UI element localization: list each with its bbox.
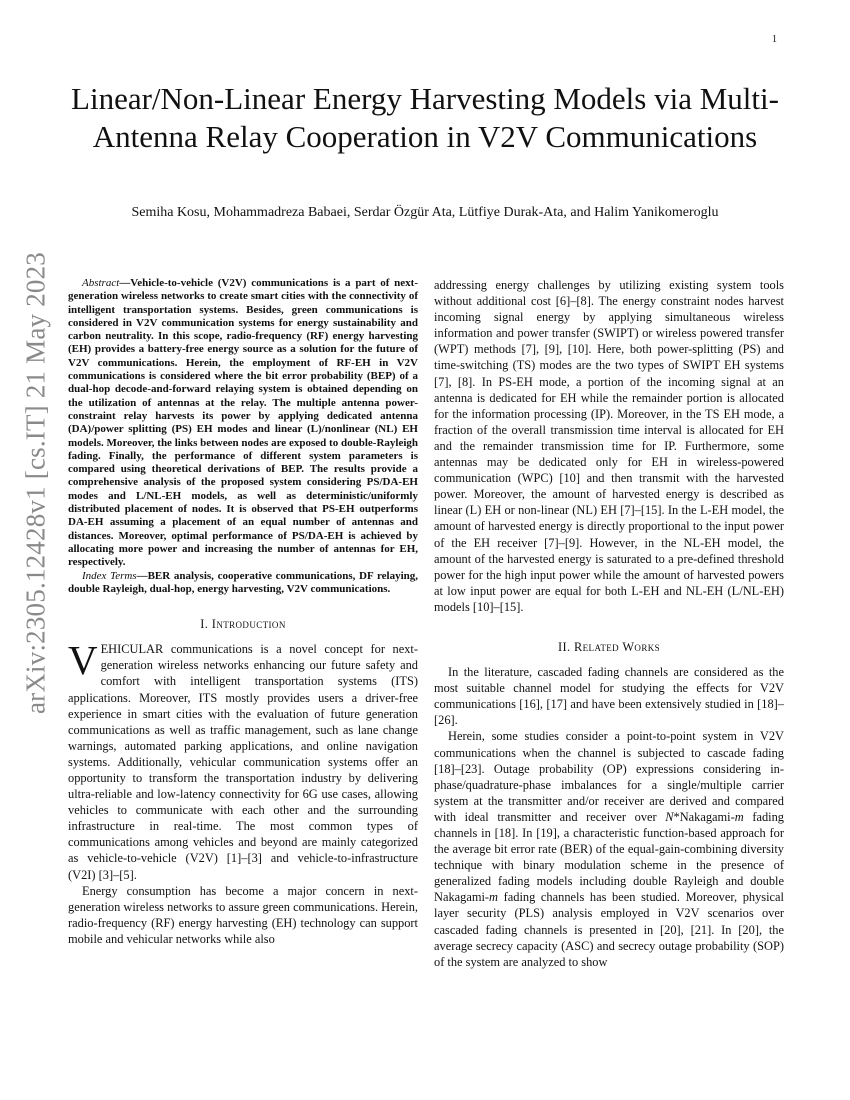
section-title: Introduction (211, 617, 286, 632)
section-title: Related Works (574, 639, 661, 654)
author-list: Semiha Kosu, Mohammadreza Babaei, Serdar Özgür Ata, Lütfiye Durak-Ata, and Halim Yanikomeroglu (131, 205, 719, 220)
index-terms (68, 570, 418, 597)
abstract (68, 277, 418, 570)
text-run: Herein, some studies consider a point-to-point system in V2V communications when the channel is subjected to cascade fading [18]–[23]. Outage probability (OP) expressions considering in-phase/quadrature-phase imbalances for a single/multiple carrier system at the transmitter and/or receiver are derived and compared with ideal transmitter and receiver over (434, 729, 784, 824)
section-numeral: II. (557, 639, 574, 654)
index-terms-label: Index Terms (82, 569, 137, 582)
intro-paragraph-1-text: EHICULAR communications is a novel concept for next-generation wireless networks enhancing our future safety and comfort with intelligent transportation systems (ITS) applications. Moreover, ITS mostly provides users a driver-free experience in smart cities with the evaluation of future generation communications as well as traffic management, such as lane change warnings, automated parking applications, and online navigation systems. Additionally, vehicular communication systems offer an opportunity to transform the transportation industry by delivering ultra-reliable and low-latency connectivity for 6G use cases, allowing vehicles to communicate with each other and the surrounding infrastructure in real-time. The most common types of communications among vehicles and beyond are mainly categorized as vehicle-to-vehicle (V2V) [1]–[3] and vehicle-to-infrastructure (V2I) [3]–[5]. (68, 642, 418, 882)
section-heading-related-works (434, 639, 784, 655)
math-symbol: m (734, 809, 744, 824)
index-terms-text: —BER analysis, cooperative communications, DF relaying, double Rayleigh, dual-hop, energy harvesting, V2V communications. (68, 569, 418, 595)
drop-cap: V (68, 637, 98, 684)
intro-continuation: addressing energy challenges by utilizing existing system tools without additional cost [6]–[8]. The energy constraint nodes harvest incoming signal energy by applying simultaneous wireless information and power transfer (SWIPT) or wireless powered transfer (WPT) methods [7], [9], [10]. Here, both power-splitting (PS) and time-switching (TS) modes are the two types of SWIPT EH systems [7], [8]. In PS-EH mode, a portion of the incoming signal at an antenna is dedicated for EH while the remainder portion is allocated for the information processing (IP). Moreover, in the TS EH mode, a fraction of the overall transmission time interval is allocated for EH and the remainder transmission time for IP. Furthermore, some antennas may be dedicated only for EH in wireless-powered communication (WPC) [10] and then transmit with the harvested power. Moreover, the amount of harvested energy is described as linear (L) EH or non-linear (NL) EH [7]–[15]. In the L-EH model, the amount of harvested energy is directly proportional to the input power of the EH receiver [7]–[9]. However, in the NL-EH model, the amount of the harvested energy is saturated to a pre-defined threshold power for the high input power while the amount of harvested powers at low input power are equal for both L-EH and NL-EH (L/NL-EH) models [10]–[15]. (434, 278, 784, 614)
related-works-paragraph-1: In the literature, cascaded fading channels are considered as the most suitable channel model for studying the effects for V2V communications [16], [17] and have been extensively studied in [18]–[26]. (434, 665, 784, 728)
related-works-paragraph-2 (434, 728, 784, 969)
paper-title: Linear/Non-Linear Energy Harvesting Models via Multi-Antenna Relay Cooperation in V2V Communications (71, 81, 779, 154)
abstract-label: Abstract (82, 277, 120, 289)
math-symbol: m (489, 890, 498, 905)
arxiv-stamp-text: arXiv:2305.12428v1 [cs.IT] 21 May 2023 (20, 251, 51, 714)
page-number: 1 (772, 34, 777, 45)
text-run: *Nakagami- (673, 809, 735, 824)
left-column (68, 277, 418, 947)
intro-paragraph-1 (68, 637, 418, 882)
right-column (434, 277, 784, 970)
section-heading-introduction (68, 616, 418, 632)
math-symbol: N (665, 809, 674, 824)
arxiv-stamp (12, 251, 60, 714)
section-numeral: I. (200, 617, 212, 632)
text-run: fading channels in [18]. In [19], a characteristic function-based approach for the average bit error rate (BER) of the equal-gain-combining diversity technique with binary modulation scheme in the presence of generalized fading models including double Rayleigh and double Nakagami- (434, 809, 784, 905)
text-run: fading channels has been studied. Moreover, physical layer security (PLS) analysis employed in V2V scenarios over cascaded fading channels is presented in [20], [21]. In [20], the average secrecy capacity (ASC) and secrecy outage probability (SOP) of the system are analyzed to show (434, 890, 784, 969)
intro-paragraph-2: Energy consumption has become a major concern in next-generation wireless networks to assure green communications. Herein, radio-frequency (RF) energy harvesting (EH) technology can support mobile and vehicular networks while also (68, 883, 418, 946)
abstract-text: —Vehicle-to-vehicle (V2V) communications is a part of next-generation wireless networks to create smart cities with the connectivity of intelligent transportation systems. Besides, green communications is considered in V2V communication systems for energy sustainability and carbon neutrality. In this scope, radio-frequency (RF) energy harvesting (EH) provides a battery-free energy source as a solution for the future of V2V communications. Herein, the employment of RF-EH in V2V communications is considered where the bit error probability (BEP) of a dual-hop decode-and-forward relaying system is obtained depending on the utilization of antennas at the relay. The multiple antenna power-constraint relay harvests its power by applying dedicated antenna (DA)/power splitting (PS) EH modes and linear (L)/nonlinear (NL) EH models. Moreover, the links between nodes are exposed to double-Rayleigh fading. Finally, the performance of different system parameters is compared using theoretical derivations of BEP. The results provide a comprehensive analysis of the proposed system considering PS/DA-EH modes and L/NL-EH models, as well as deterministic/uniformly distributed placement of nodes. It is observed that PS-EH outperforms DA-EH assuming a placement of an equal number of antennas and distances. Moreover, optimal performance of PS/DA-EH is achieved by allocating more power and increasing the number of antennas for EH, respectively. (68, 277, 418, 569)
